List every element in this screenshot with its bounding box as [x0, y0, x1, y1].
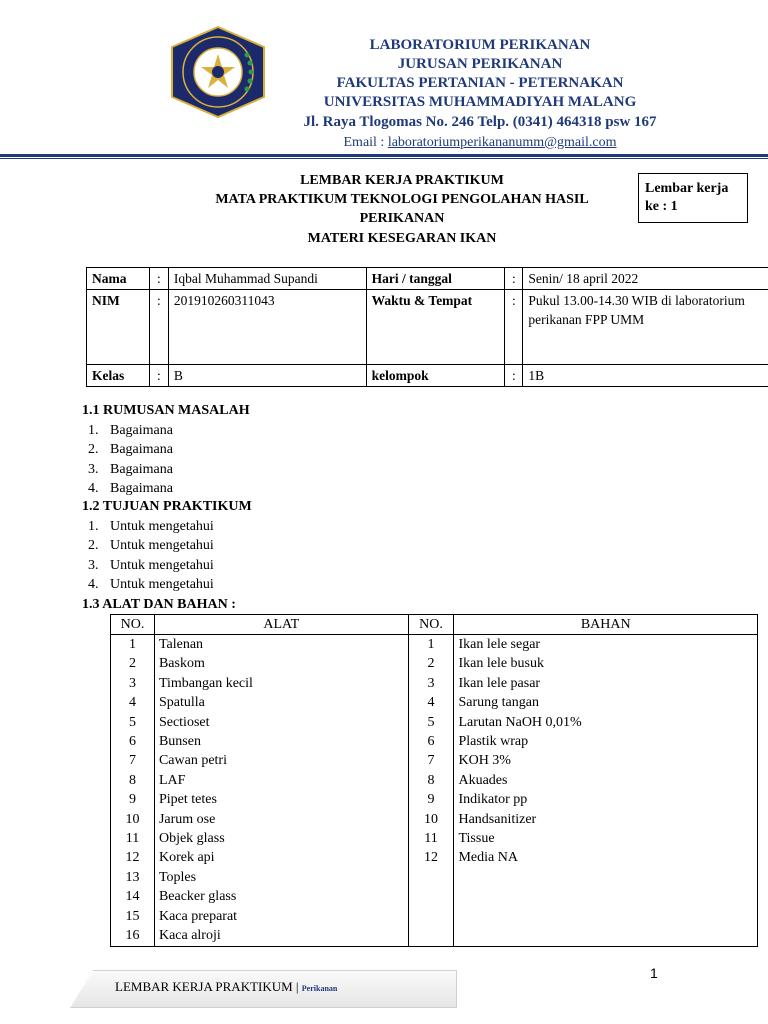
footer-small: Perikanan: [301, 984, 338, 993]
alat-name: Baskom: [154, 654, 408, 673]
col-header-no: NO.: [111, 615, 155, 635]
waktu-value: Pukul 13.00-14.30 WIB di laboratorium perikanan FPP UMM: [523, 290, 768, 365]
alat-name: Talenan: [154, 635, 408, 655]
table-row: [111, 771, 758, 790]
alat-no: 15: [111, 907, 155, 926]
list-item: [88, 519, 214, 535]
table-row: [111, 810, 758, 829]
department-name: JURUSAN PERIKANAN: [397, 56, 563, 72]
alat-no: 3: [111, 674, 155, 693]
nama-label: Nama: [87, 268, 150, 290]
col-header-no: NO.: [408, 615, 454, 635]
list-number: 2.: [88, 442, 99, 458]
hari-label: Hari / tanggal: [366, 268, 505, 290]
list-number: 4.: [88, 576, 99, 592]
bahan-name: [454, 868, 758, 887]
bahan-name: Indikator pp: [454, 790, 758, 809]
address: Jl. Raya Tlogomas No. 246 Telp. (0341) 464318 psw 167: [303, 114, 657, 130]
email-label: Email :: [343, 135, 388, 150]
nim-value: 201910260311043: [168, 290, 366, 365]
bahan-no: 7: [408, 751, 454, 770]
bahan-name: Ikan lele segar: [454, 635, 758, 655]
list-text: Untuk mengetahui: [110, 557, 214, 573]
list-text: Untuk mengetahui: [110, 519, 214, 534]
bahan-no: 1: [408, 635, 454, 655]
alat-name: Objek glass: [154, 829, 408, 848]
bahan-name: Media NA: [454, 848, 758, 867]
list-number: 3.: [88, 461, 99, 477]
university-logo-icon: [167, 25, 269, 119]
list-text: Bagaimana: [110, 480, 173, 496]
table-row: [111, 693, 758, 712]
table-row: [111, 751, 758, 770]
colon: :: [149, 268, 168, 290]
kelas-label: Kelas: [87, 365, 150, 387]
kelompok-label: kelompok: [366, 365, 505, 387]
bahan-name: Ikan lele busuk: [454, 654, 758, 673]
bahan-name: Sarung tangan: [454, 693, 758, 712]
worksheet-number: ke : 1: [645, 199, 678, 214]
footer-label: LEMBAR KERJA PRAKTIKUM |: [115, 979, 302, 994]
nama-value: Iqbal Muhammad Supandi: [168, 268, 366, 290]
bahan-name: Ikan lele pasar: [454, 674, 758, 693]
list-text: Untuk mengetahui: [110, 576, 214, 592]
alat-name: Jarum ose: [154, 810, 408, 829]
alat-name: LAF: [154, 771, 408, 790]
col-header-alat: ALAT: [154, 615, 408, 635]
list-item: [88, 423, 173, 439]
alat-no: 1: [111, 635, 155, 655]
student-info-table: [86, 267, 768, 387]
faculty-name: FAKULTAS PERTANIAN - PETERNAKAN: [336, 75, 624, 91]
alat-no: 6: [111, 732, 155, 751]
alat-name: Toples: [154, 868, 408, 887]
list-number: 4.: [88, 480, 99, 496]
worksheet-label: Lembar kerja: [645, 181, 729, 196]
bahan-no: 3: [408, 674, 454, 693]
alat-name: Korek api: [154, 848, 408, 867]
hari-value: Senin/ 18 april 2022: [523, 268, 768, 290]
kelas-value: B: [168, 365, 366, 387]
list-item: [88, 538, 214, 554]
alat-no: 2: [111, 654, 155, 673]
list-text: Bagaimana: [110, 461, 173, 477]
bahan-no: 9: [408, 790, 454, 809]
bahan-name: Handsanitizer: [454, 810, 758, 829]
alat-name: Cawan petri: [154, 751, 408, 770]
bahan-no: 8: [408, 771, 454, 790]
email-link[interactable]: laboratoriumperikananumm@gmail.com: [387, 135, 617, 150]
table-row: [111, 635, 758, 655]
course-title: MATA PRAKTIKUM TEKNOLOGI PENGOLAHAN HASIL: [215, 192, 589, 207]
alat-name: Pipet tetes: [154, 790, 408, 809]
list-number: 1.: [88, 423, 99, 438]
bahan-name: Akuades: [454, 771, 758, 790]
table-row: [111, 887, 758, 906]
alat-name: Bunsen: [154, 732, 408, 751]
footer-text: [115, 979, 337, 995]
bahan-no: 11: [408, 829, 454, 848]
waktu-label: Waktu & Tempat: [366, 290, 505, 365]
alat-name: Sectioset: [154, 713, 408, 732]
colon: :: [149, 290, 168, 365]
bahan-name: [454, 907, 758, 926]
bahan-no: 4: [408, 693, 454, 712]
colon: :: [505, 268, 523, 290]
list-number: 2.: [88, 538, 99, 554]
bahan-no: [408, 926, 454, 946]
university-name: UNIVERSITAS MUHAMMADIYAH MALANG: [323, 94, 637, 110]
bahan-no: 5: [408, 713, 454, 732]
bahan-no: 12: [408, 848, 454, 867]
table-row: [111, 829, 758, 848]
lab-name: LABORATORIUM PERIKANAN: [369, 37, 591, 53]
tools-materials-table: [110, 614, 758, 947]
email-line: [280, 133, 680, 152]
table-row: [111, 907, 758, 926]
colon: :: [505, 290, 523, 365]
table-row: [111, 674, 758, 693]
alat-no: 10: [111, 810, 155, 829]
bahan-name: Plastik wrap: [454, 732, 758, 751]
nim-label: NIM: [87, 290, 150, 365]
bahan-name: [454, 887, 758, 906]
table-row: [111, 790, 758, 809]
alat-no: 7: [111, 751, 155, 770]
alat-name: Kaca alroji: [154, 926, 408, 946]
alat-name: Beacker glass: [154, 887, 408, 906]
table-row: [111, 732, 758, 751]
list-text: Bagaimana: [110, 442, 173, 458]
list-number: 3.: [88, 557, 99, 573]
table-row: [111, 713, 758, 732]
table-row: [111, 654, 758, 673]
table-row: [111, 926, 758, 946]
bahan-no: 6: [408, 732, 454, 751]
list-text: Bagaimana: [110, 423, 173, 438]
doc-title: LEMBAR KERJA PRAKTIKUM: [300, 173, 504, 188]
section-alat-heading: 1.3 ALAT DAN BAHAN :: [82, 597, 236, 612]
list-text: Untuk mengetahui: [110, 538, 214, 554]
header-rule-thin: [0, 158, 768, 159]
list-item: [88, 577, 214, 593]
alat-no: 5: [111, 713, 155, 732]
bahan-name: [454, 926, 758, 946]
table-row: [111, 868, 758, 887]
bahan-no: 2: [408, 654, 454, 673]
section-rumusan-heading: 1.1 RUMUSAN MASALAH: [82, 403, 250, 418]
section-tujuan-heading: 1.2 TUJUAN PRAKTIKUM: [82, 499, 252, 514]
header-rule-thick: [0, 154, 768, 157]
colon: :: [149, 365, 168, 387]
alat-no: 13: [111, 868, 155, 887]
bahan-no: [408, 907, 454, 926]
material-title: MATERI KESEGARAN IKAN: [307, 231, 497, 246]
bahan-name: KOH 3%: [454, 751, 758, 770]
alat-no: 16: [111, 926, 155, 946]
list-item: [88, 462, 173, 478]
table-row: [111, 848, 758, 867]
alat-name: Spatulla: [154, 693, 408, 712]
course-title-cont: PERIKANAN: [359, 211, 445, 226]
bahan-no: [408, 887, 454, 906]
list-item: [88, 481, 173, 497]
alat-name: Timbangan kecil: [154, 674, 408, 693]
bahan-name: Tissue: [454, 829, 758, 848]
alat-no: 14: [111, 887, 155, 906]
worksheet-number-box: [638, 173, 748, 223]
alat-no: 4: [111, 693, 155, 712]
alat-no: 12: [111, 848, 155, 867]
alat-no: 8: [111, 771, 155, 790]
list-number: 1.: [88, 519, 99, 534]
alat-name: Kaca preparat: [154, 907, 408, 926]
kelompok-value: 1B: [523, 365, 768, 387]
page-number: 1: [650, 965, 658, 981]
col-header-bahan: BAHAN: [454, 615, 758, 635]
bahan-name: Larutan NaOH 0,01%: [454, 713, 758, 732]
colon: :: [505, 365, 523, 387]
list-item: [88, 558, 214, 574]
list-item: [88, 442, 173, 458]
alat-no: 11: [111, 829, 155, 848]
alat-no: 9: [111, 790, 155, 809]
bahan-no: [408, 868, 454, 887]
bahan-no: 10: [408, 810, 454, 829]
